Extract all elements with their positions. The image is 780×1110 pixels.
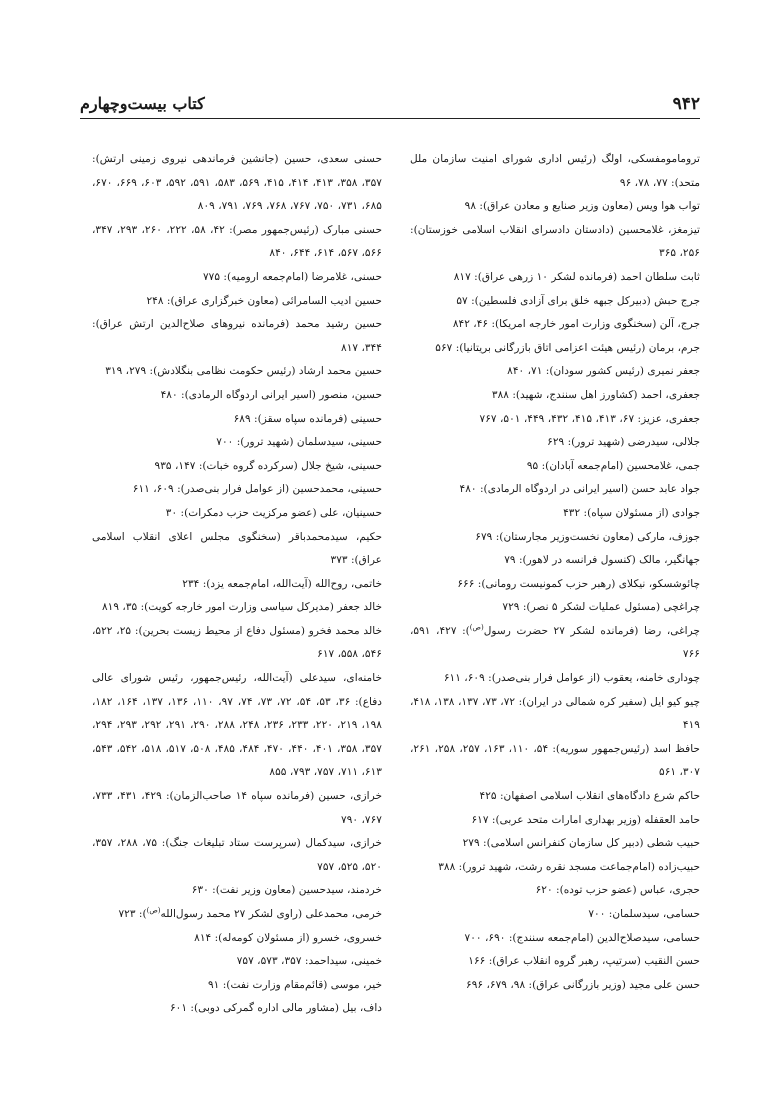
index-entry-text: تواب هوا ویس (معاون وزیر صنایع و معادن عراق): ۹۸ — [464, 200, 700, 213]
index-entry — [92, 785, 382, 832]
index-entry — [410, 832, 700, 856]
index-column-right — [410, 148, 700, 997]
index-entry-text: جمی، غلامحسین (امام‌جمعه آبادان): ۹۵ — [526, 459, 700, 472]
index-entry-text: حسین، منصور (اسیر ایرانی اردوگاه الرمادی): ۴۸۰ — [160, 388, 382, 401]
index-entry-text: ثابت سلطان احمد (فرمانده لشکر ۱۰ زرهی عراق): ۸۱۷ — [453, 270, 700, 283]
index-entry — [410, 856, 700, 880]
index-entry-text: جلالی، سیدرضی (شهید ترور): ۶۲۹ — [547, 436, 700, 449]
index-entry — [92, 526, 382, 573]
index-entry-text: جرج، آلن (سخنگوی وزارت امور خارجه امریکا): ۴۶، ۸۴۲ — [452, 318, 700, 331]
index-entry-text: چراغچی (مسئول عملیات لشکر ۵ نصر): ۷۲۹ — [502, 601, 700, 614]
index-entry — [92, 455, 382, 479]
page-number: ۹۴۲ — [672, 94, 700, 114]
index-entry-text: خسروی، خسرو (از مسئولان کومه‌له): ۸۱۴ — [194, 931, 382, 944]
index-entry-text: خرازی، حسین (فرمانده سپاه ۱۴ صاحب‌الزمان): ۴۲۹، ۴۳۱، ۷۳۳، ۷۶۷، ۷۹۰ — [92, 790, 382, 826]
index-entry-text: خردمند، سیدحسین (معاون وزیر نفت): ۶۳۰ — [191, 884, 382, 897]
index-entry-text: حسنی سعدی، حسین (جانشین فرماندهی نیروی زمینی ارتش): ۳۵۷، ۳۵۸، ۴۱۳، ۴۱۴، ۴۱۵، ۵۶۹، ۵۸۳، ۵۹۱، ۵۹۲، ۶۰۳، ۶۶۹، ۶۷۰، ۶۸۵، ۷۳۱، ۷۵۰، ۷۶۷، ۷۶۸، ۷۶۹، ۷۹۱، ۸۰۹ — [92, 153, 382, 213]
index-entry-text: خرمی، محمدعلی (راوی لشکر ۲۷ محمد رسول‌الله — [160, 908, 382, 920]
index-entry — [92, 360, 382, 384]
index-entry-text: جوزف، مارکی (معاون نخست‌وزیر مجارستان): ۶۷۹ — [475, 530, 700, 543]
index-entry-text: خامنه‌ای، سیدعلی (آیت‌الله، رئیس‌جمهور، رئیس شورای عالی دفاع): ۳۶، ۵۳، ۵۴، ۷۲، ۷۳، ۷۴، ۹۷، ۱۱۰، ۱۳۶، ۱۳۷، ۱۶۴، ۱۸۲، ۱۹۸، ۲۱۹، ۲۲۰، ۲۳۳، ۲۳۶، ۲۴۸، ۲۸۸، ۲۹۰، ۲۹۱، ۲۹۲، ۲۹۳، ۲۹۴، ۳۵۷، ۳۵۸، ۴۰۱، ۴۴۰، ۴۷۰، ۴۸۴، ۴۸۵، ۵۰۸، ۵۱۷، ۵۱۸، ۵۴۲، ۵۴۳، ۶۱۳، ۷۱۱، ۷۵۷، ۷۹۳، ۸۵۵ — [92, 672, 383, 779]
index-entry — [410, 950, 700, 974]
index-entry-text: حامد العقفله (وزیر بهداری امارات متحد عربی): ۶۱۷ — [471, 813, 700, 826]
index-entry — [92, 219, 382, 266]
index-entry — [92, 148, 382, 219]
index-entry — [410, 879, 700, 903]
book-title: کتاب بیست‌وچهارم — [80, 94, 205, 113]
index-entry — [92, 573, 382, 597]
index-entry-text: حبیب شطی (دبیر کل سازمان کنفرانس اسلامی): ۲۷۹ — [462, 837, 700, 850]
index-entry-text: حبیب‌زاده (امام‌جماعت مسجد نقره رشت، شهید ترور): ۳۸۸ — [438, 860, 700, 873]
index-entry — [410, 903, 700, 927]
index-entry-text: حکیم، سیدمحمدباقر (سخنگوی مجلس اعلای انقلاب اسلامی عراق): ۳۷۳ — [92, 530, 382, 567]
index-entry-text: خاتمی، روح‌الله (آیت‌الله، امام‌جمعه یزد): ۲۳۴ — [182, 577, 382, 590]
index-entry-text: حجری، عباس (عضو حزب توده): ۶۲۰ — [535, 884, 700, 897]
index-entry-pages: ): ۴۲۷، ۵۹۱، ۷۶۶ — [410, 624, 700, 661]
index-entry-text: حسن علی مجید (وزیر بازرگانی عراق): ۹۸، ۶۷۹، ۶۹۶ — [466, 978, 700, 991]
index-entry — [410, 219, 700, 266]
index-entry-text: چائوشسکو، نیکلای (رهبر حزب کمونیست رومانی): ۶۶۶ — [457, 577, 700, 590]
honorific-superscript: (ص) — [146, 906, 161, 915]
index-entry-text: حسینی، سیدسلمان (شهید ترور): ۷۰۰ — [216, 436, 382, 449]
page-header — [80, 88, 700, 118]
index-entry — [410, 549, 700, 573]
index-entry-text: جواد عابد حسن (اسیر ایرانی در اردوگاه الرمادی): ۴۸۰ — [459, 483, 700, 496]
index-entry-text: حسین محمد ارشاد (رئیس حکومت نظامی بنگلادش): ۲۷۹، ۳۱۹ — [105, 365, 382, 378]
index-entry — [92, 408, 382, 432]
index-entry — [410, 526, 700, 550]
index-entry — [410, 337, 700, 361]
index-entry — [92, 879, 382, 903]
index-entry-text: جعفری، احمد (کشاورز اهل سنندج، شهید): ۳۸۸ — [491, 388, 700, 401]
index-entry — [92, 290, 382, 314]
index-entry — [92, 266, 382, 290]
index-entry-text: حسینیان، علی (عضو مرکزیت حزب دمکرات): ۳۰ — [165, 506, 382, 519]
index-entry — [410, 809, 700, 833]
index-entry — [410, 148, 700, 195]
index-entry — [92, 431, 382, 455]
index-entry — [410, 478, 700, 502]
index-entry — [410, 455, 700, 479]
index-entry-text: جرم، برمان (رئیس هیئت اعزامی اتاق بازرگانی بریتانیا): ۵۶۷ — [435, 341, 700, 354]
index-entry-text: داف، بیل (مشاور مالی اداره گمرکی دوبی): ۶۰۱ — [169, 1002, 382, 1015]
index-entry-text: چیو کیو ایل (سفیر کره شمالی در ایران): ۷۲، ۷۳، ۱۳۷، ۱۳۸، ۴۱۸، ۴۱۹ — [410, 695, 701, 732]
index-entry-text: خرازی، سیدکمال (سرپرست ستاد تبلیغات جنگ): ۷۵، ۲۸۸، ۳۵۷، ۵۲۰، ۵۲۵، ۷۵۷ — [92, 837, 382, 873]
index-entry — [92, 313, 382, 360]
index-entry — [92, 384, 382, 408]
index-entry — [92, 950, 382, 974]
index-entry — [92, 974, 382, 998]
index-entry — [410, 691, 700, 738]
index-entry-text: حسنی، غلامرضا (امام‌جمعه ارومیه): ۷۷۵ — [202, 270, 382, 283]
index-entry — [410, 785, 700, 809]
index-entry — [410, 927, 700, 951]
index-entry — [410, 620, 700, 667]
index-entry — [92, 832, 382, 879]
index-entry — [92, 927, 382, 951]
index-entry-text: چراغی، رضا (فرمانده لشکر ۲۷ حضرت رسول — [483, 624, 700, 637]
index-entry-text: حسامی، سیدصلاح‌الدین (امام‌جمعه سنندج): ۶۹۰، ۷۰۰ — [464, 931, 700, 944]
index-entry-text: چوداری خامنه، یعقوب (از عوامل فرار بنی‌صدر): ۶۰۹، ۶۱۱ — [443, 672, 700, 685]
index-entry-text: ترومامومفسکی، اولگ (رئیس اداری شورای امنیت سازمان ملل متحد): ۷۷، ۷۸، ۹۶ — [410, 153, 700, 189]
index-entry — [410, 266, 700, 290]
index-entry — [410, 502, 700, 526]
index-entry-text: حسینی (فرمانده سپاه سقز): ۶۸۹ — [233, 412, 382, 425]
index-entry — [92, 596, 382, 620]
index-entry-text: جعفری، عزیز: ۶۷، ۴۱۳، ۴۱۵، ۴۳۲، ۴۴۹، ۵۰۱، ۷۶۷ — [479, 412, 700, 425]
index-entry-text: جعفر نمیری (رئیس کشور سودان): ۷۱، ۸۴۰ — [507, 365, 700, 378]
index-entry — [410, 596, 700, 620]
index-entry — [92, 903, 382, 927]
honorific-superscript: (ص) — [469, 623, 484, 632]
index-entry — [410, 313, 700, 337]
index-entry — [410, 667, 700, 691]
index-entry — [92, 997, 382, 1021]
index-entry — [410, 290, 700, 314]
index-entry-text: حسین رشید محمد (فرمانده نیروهای صلاح‌الدین ارتش عراق): ۳۴۴، ۸۱۷ — [92, 318, 382, 354]
index-entry — [410, 384, 700, 408]
index-entry-pages: ): ۷۲۳ — [118, 908, 147, 920]
index-entry — [410, 431, 700, 455]
index-entry-text: حسین ادیب السامرائی (معاون خبرگزاری عراق): ۲۴۸ — [146, 294, 382, 307]
index-entry — [92, 502, 382, 526]
index-entry-text: جرج حبش (دبیرکل جبهه خلق برای آزادی فلسطین): ۵۷ — [456, 294, 700, 307]
index-entry — [410, 360, 700, 384]
index-entry-text: جهانگیر، مالک (کنسول فرانسه در لاهور): ۷۹ — [504, 554, 700, 567]
index-entry-text: خمینی، سیداحمد: ۳۵۷، ۵۷۳، ۷۵۷ — [236, 955, 382, 968]
index-entry-text: تیزمغز، غلامحسین (دادستان دادسرای انقلاب اسلامی خوزستان): ۲۵۶، ۳۶۵ — [410, 223, 700, 260]
header-divider — [80, 118, 700, 119]
index-entry-text: حسینی، محمدحسین (از عوامل فرار بنی‌صدر): ۶۰۹، ۶۱۱ — [132, 483, 382, 496]
index-entry-text: حسینی، شیخ جلال (سرکرده گروه خبات): ۱۴۷، ۹۳۵ — [154, 459, 382, 472]
index-entry-text: حسامی، سیدسلمان: ۷۰۰ — [588, 908, 700, 920]
index-entry-text: خالد محمد فخرو (مسئول دفاع از محیط زیست بحرین): ۲۵، ۵۲۲، ۵۴۶، ۵۵۸، ۶۱۷ — [92, 624, 382, 661]
index-entry — [410, 573, 700, 597]
index-entry-text: خالد جعفر (مدیرکل سیاسی وزارت امور خارجه کویت): ۳۵، ۸۱۹ — [101, 601, 382, 614]
index-entry-text: حسن النقیب (سرتیپ، رهبر گروه انقلاب عراق): ۱۶۶ — [468, 955, 700, 968]
index-entry — [410, 195, 700, 219]
index-entry — [92, 667, 382, 785]
index-entry-text: خیر، موسی (قائم‌مقام وزارت نفت): ۹۱ — [207, 978, 382, 991]
index-entry — [92, 620, 382, 667]
index-entry — [92, 478, 382, 502]
index-entry-text: حاکم شرع دادگاه‌های انقلاب اسلامی اصفهان: ۴۲۵ — [479, 790, 700, 803]
index-column-left — [92, 148, 382, 1021]
index-entry-text: حسنی مبارک (رئیس‌جمهور مصر): ۴۲، ۵۸، ۲۲۲، ۲۶۰، ۲۹۳، ۳۴۷، ۵۶۶، ۵۶۷، ۶۱۴، ۶۴۴، ۸۴۰ — [92, 223, 383, 260]
index-entry-text: جوادی (از مسئولان سپاه): ۴۳۲ — [563, 506, 700, 519]
index-entry-text: حافظ اسد (رئیس‌جمهور سوریه): ۵۴، ۱۱۰، ۱۶۳، ۲۵۷، ۲۵۸، ۲۶۱، ۳۰۷، ۵۶۱ — [410, 742, 700, 779]
index-entry — [410, 408, 700, 432]
index-entry — [410, 974, 700, 998]
index-entry — [410, 738, 700, 785]
